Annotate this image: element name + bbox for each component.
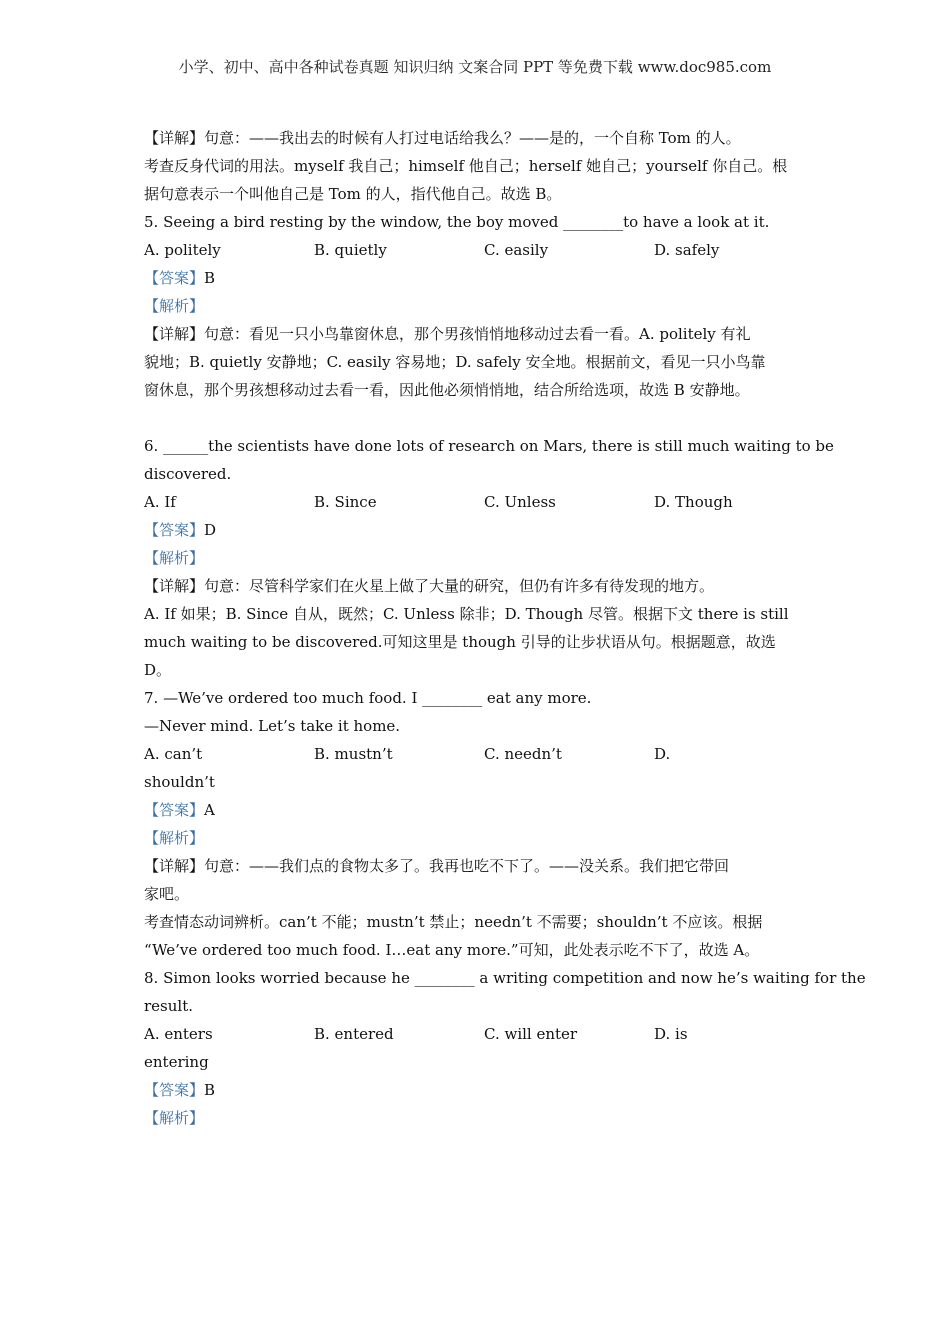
q6-options: [144, 488, 824, 516]
q8-stem-line: 8. Simon looks worried because he ________ a writing competition and now he’s waiting for the: [144, 969, 866, 987]
q8-option-b: B. entered: [314, 1025, 394, 1043]
q8-answer: [144, 1076, 824, 1104]
q5-analysis-tag: 【解析】: [144, 297, 205, 315]
q6-option-d: D. Though: [654, 493, 733, 511]
q4-detail-line: 考查反身代词的用法。myself 我自己；himself 他自己；herself 她自己；yourself 你自己。根: [144, 157, 788, 175]
q6-option-a: A. If: [144, 493, 176, 511]
q8-stem-line: result.: [144, 997, 193, 1015]
q8-option-c: C. will enter: [484, 1025, 578, 1043]
q7-option-b: B. mustn’t: [314, 745, 393, 763]
spacer: [144, 404, 824, 432]
q4-detail-line: 【详解】句意：——我出去的时候有人打过电话给我么？——是的，一个自称 Tom 的人。: [144, 129, 741, 147]
page-header: 小学、初中、高中各种试卷真题 知识归纳 文案合同 PPT 等免费下载 www.doc985.com: [178, 58, 772, 76]
q7-option-c: C. needn’t: [484, 745, 562, 763]
q7-options: [144, 740, 824, 768]
q6-stem-line: discovered.: [144, 465, 232, 483]
q8-option-a: A. enters: [144, 1025, 213, 1043]
q5-options: [144, 236, 824, 264]
q6-detail-line: much waiting to be discovered.可知这里是 though 引导的让步状语从句。根据题意，故选: [144, 633, 776, 651]
q5-option-b: B. quietly: [314, 241, 387, 259]
q7-detail-line: “We’ve ordered too much food. I…eat any more.”可知，此处表示吃不下了，故选 A。: [144, 941, 760, 959]
q7-detail-line: 家吧。: [144, 885, 190, 903]
q6-answer: [144, 516, 824, 544]
q7-option-d-wrap: shouldn’t: [144, 773, 215, 791]
answer-value: A: [204, 801, 215, 819]
answer-tag: 【答案】: [144, 521, 205, 539]
answer-tag: 【答案】: [144, 269, 205, 287]
document-body: [144, 124, 866, 1132]
q7-detail-line: 【详解】句意：——我们点的食物太多了。我再也吃不下了。——没关系。我们把它带回: [144, 857, 730, 875]
q5-option-c: C. easily: [484, 241, 549, 259]
q7-stem-line: —Never mind. Let’s take it home.: [144, 717, 401, 735]
q7-option-d: D.: [654, 745, 671, 763]
q5-option-a: A. politely: [144, 241, 221, 259]
q7-detail-line: 考查情态动词辨析。can’t 不能；mustn’t 禁止；needn’t 不需要；shouldn’t 不应该。根据: [144, 913, 763, 931]
q7-stem-line: 7. —We’ve ordered too much food. I ________ eat any more.: [144, 689, 592, 707]
q8-analysis-tag: 【解析】: [144, 1109, 205, 1127]
q6-detail-line: A. If 如果；B. Since 自从，既然；C. Unless 除非；D. Though 尽管。根据下文 there is still: [144, 605, 789, 623]
q5-detail-line: 【详解】句意：看见一只小鸟靠窗休息，那个男孩悄悄地移动过去看一看。A. politely 有礼: [144, 325, 751, 343]
q5-answer: [144, 264, 824, 292]
q4-detail-line: 据句意表示一个叫他自己是 Tom 的人，指代他自己。故选 B。: [144, 185, 562, 203]
q6-detail-line: D。: [144, 661, 172, 679]
q6-option-c: C. Unless: [484, 493, 556, 511]
answer-value: B: [204, 269, 216, 287]
answer-value: D: [204, 521, 217, 539]
q6-option-b: B. Since: [314, 493, 377, 511]
q8-option-d: D. is: [654, 1025, 688, 1043]
q7-answer: [144, 796, 824, 824]
answer-tag: 【答案】: [144, 801, 205, 819]
q6-analysis-tag: 【解析】: [144, 549, 205, 567]
q7-option-a: A. can’t: [144, 745, 203, 763]
q8-options: [144, 1020, 824, 1048]
q6-detail-line: 【详解】句意：尽管科学家们在火星上做了大量的研究，但仍有许多有待发现的地方。: [144, 577, 715, 595]
q5-option-d: D. safely: [654, 241, 720, 259]
answer-tag: 【答案】: [144, 1081, 205, 1099]
q5-detail-line: 貌地；B. quietly 安静地；C. easily 容易地；D. safely 安全地。根据前文，看见一只小鸟靠: [144, 353, 766, 371]
q8-option-d-wrap: entering: [144, 1053, 209, 1071]
q5-stem: 5. Seeing a bird resting by the window, the boy moved ________to have a look at it.: [144, 213, 770, 231]
q7-analysis-tag: 【解析】: [144, 829, 205, 847]
answer-value: B: [204, 1081, 216, 1099]
q5-detail-line: 窗休息，那个男孩想移动过去看一看，因此他必须悄悄地，结合所给选项，故选 B 安静地。: [144, 381, 750, 399]
q6-stem-line: 6. ______the scientists have done lots of research on Mars, there is still much waiting to be: [144, 437, 834, 455]
